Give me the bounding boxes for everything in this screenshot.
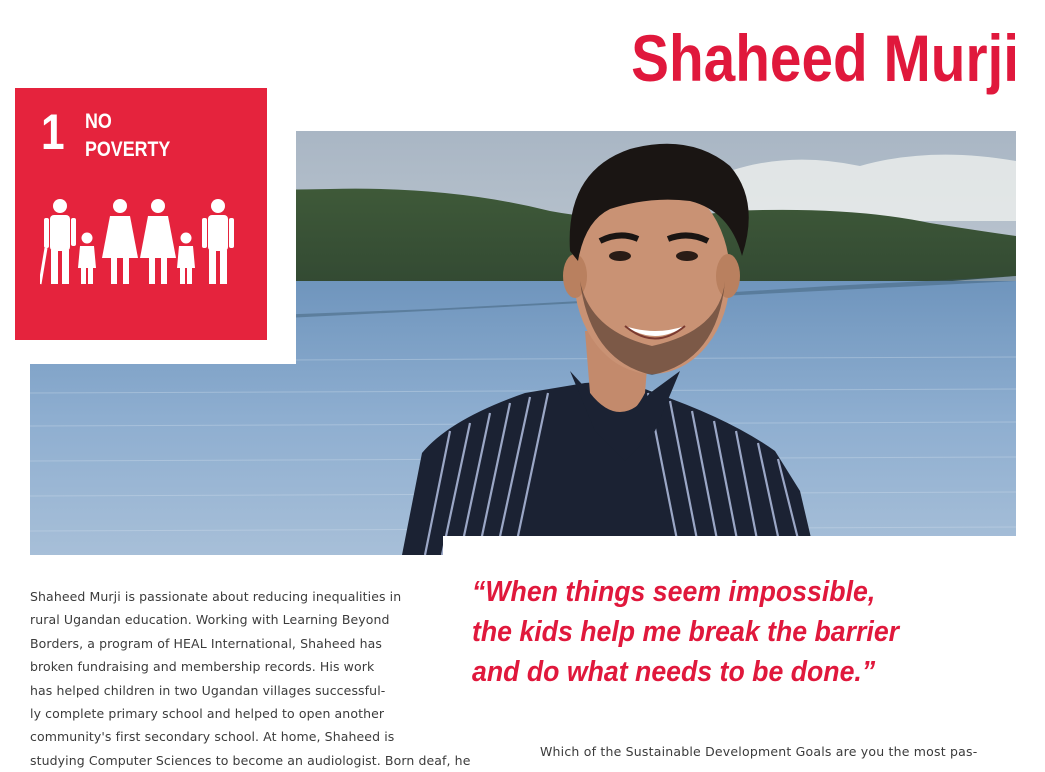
bio-text <box>30 585 471 772</box>
pull-quote <box>472 572 1032 692</box>
bio-line: community's first secondary school. At home, Shaheed is <box>30 729 395 745</box>
quote-line: “When things seem impossible, <box>472 576 876 608</box>
page-title: Shaheed Murji <box>631 21 1019 95</box>
sdg-goal-label-line: POVERTY <box>85 138 171 161</box>
bio-line: Borders, a program of HEAL International, Shaheed has <box>30 635 382 651</box>
sdg-goal-number: 1 <box>41 104 65 160</box>
family-icon <box>40 198 240 290</box>
bio-line: ly complete primary school and helped to open another <box>30 706 385 722</box>
sdg-goal-label-line: NO <box>85 110 112 133</box>
bio-line: studying Computer Sciences to become an audiologist. Born deaf, he <box>30 752 471 768</box>
sdg-goal-badge <box>15 88 267 340</box>
sdg-goal-label <box>85 108 187 164</box>
photo-cutout <box>443 536 1043 576</box>
bio-line: has helped children in two Ugandan villages successful- <box>30 682 386 698</box>
bio-line: Shaheed Murji is passionate about reducing inequalities in <box>30 589 402 604</box>
quote-line: the kids help me break the barrier <box>472 616 900 648</box>
quote-line: and do what needs to be done.” <box>472 656 876 688</box>
interview-question: Which of the Sustainable Development Goals are you the most pas- <box>540 744 978 759</box>
bio-line: broken fundraising and membership records. His work <box>30 659 375 675</box>
bio-line: rural Ugandan education. Working with Learning Beyond <box>30 612 390 628</box>
